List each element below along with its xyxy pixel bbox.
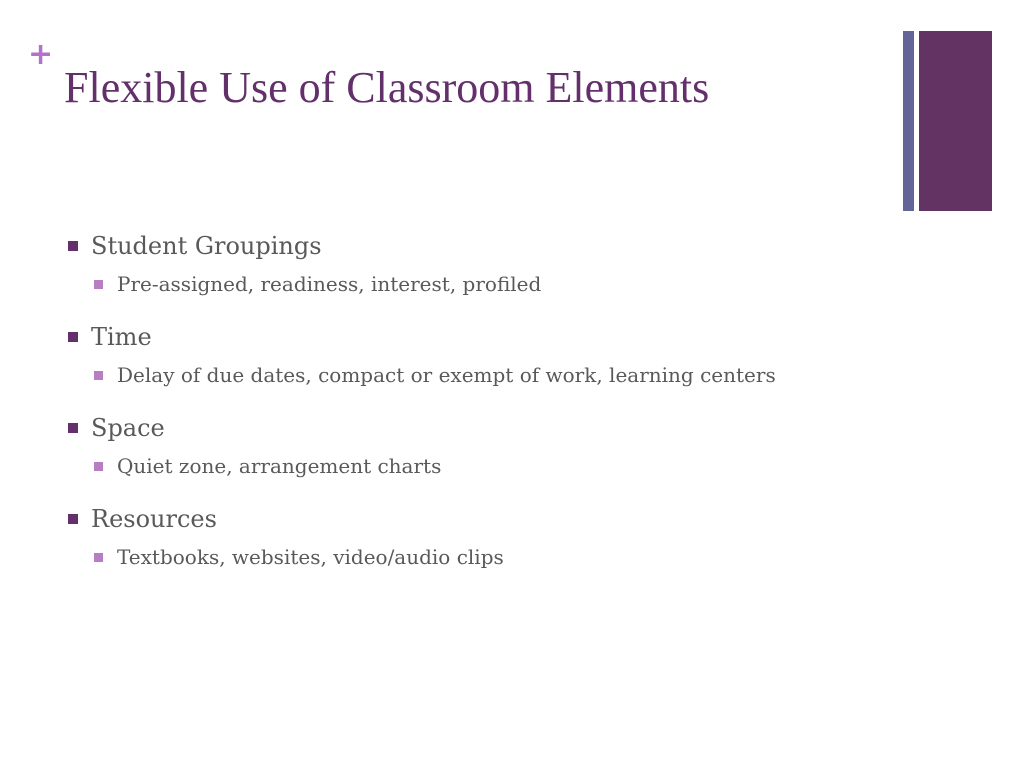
bullet-label: Student Groupings <box>91 232 322 260</box>
bullet-list <box>68 229 888 593</box>
square-bullet-icon <box>94 371 103 380</box>
sub-bullet-item <box>94 542 888 572</box>
bullet-item-space <box>68 411 888 481</box>
slide-title: Flexible Use of Classroom Elements <box>64 63 710 112</box>
bullet-item-time <box>68 320 888 390</box>
square-bullet-icon <box>68 241 78 251</box>
square-bullet-icon <box>68 423 78 433</box>
square-bullet-icon <box>94 280 103 289</box>
bullet-item-student-groupings <box>68 229 888 299</box>
sub-bullet-item <box>94 269 888 299</box>
square-bullet-icon <box>94 462 103 471</box>
bullet-label: Space <box>91 414 165 442</box>
square-bullet-icon <box>68 332 78 342</box>
sub-bullet-label: Quiet zone, arrangement charts <box>117 454 442 478</box>
sub-bullet-item <box>94 360 888 390</box>
sub-bullet-item <box>94 451 888 481</box>
bullet-item-resources <box>68 502 888 572</box>
bullet-label: Resources <box>91 505 217 533</box>
sub-bullet-label: Textbooks, websites, video/audio clips <box>117 545 504 569</box>
bullet-label: Time <box>91 323 152 351</box>
accent-bar-thin <box>903 31 914 211</box>
square-bullet-icon <box>94 553 103 562</box>
square-bullet-icon <box>68 514 78 524</box>
plus-icon: + <box>28 37 54 72</box>
sub-bullet-label: Pre-assigned, readiness, interest, profiled <box>117 272 542 296</box>
accent-bar-wide <box>919 31 992 211</box>
sub-bullet-label: Delay of due dates, compact or exempt of work, learning centers <box>117 363 776 387</box>
